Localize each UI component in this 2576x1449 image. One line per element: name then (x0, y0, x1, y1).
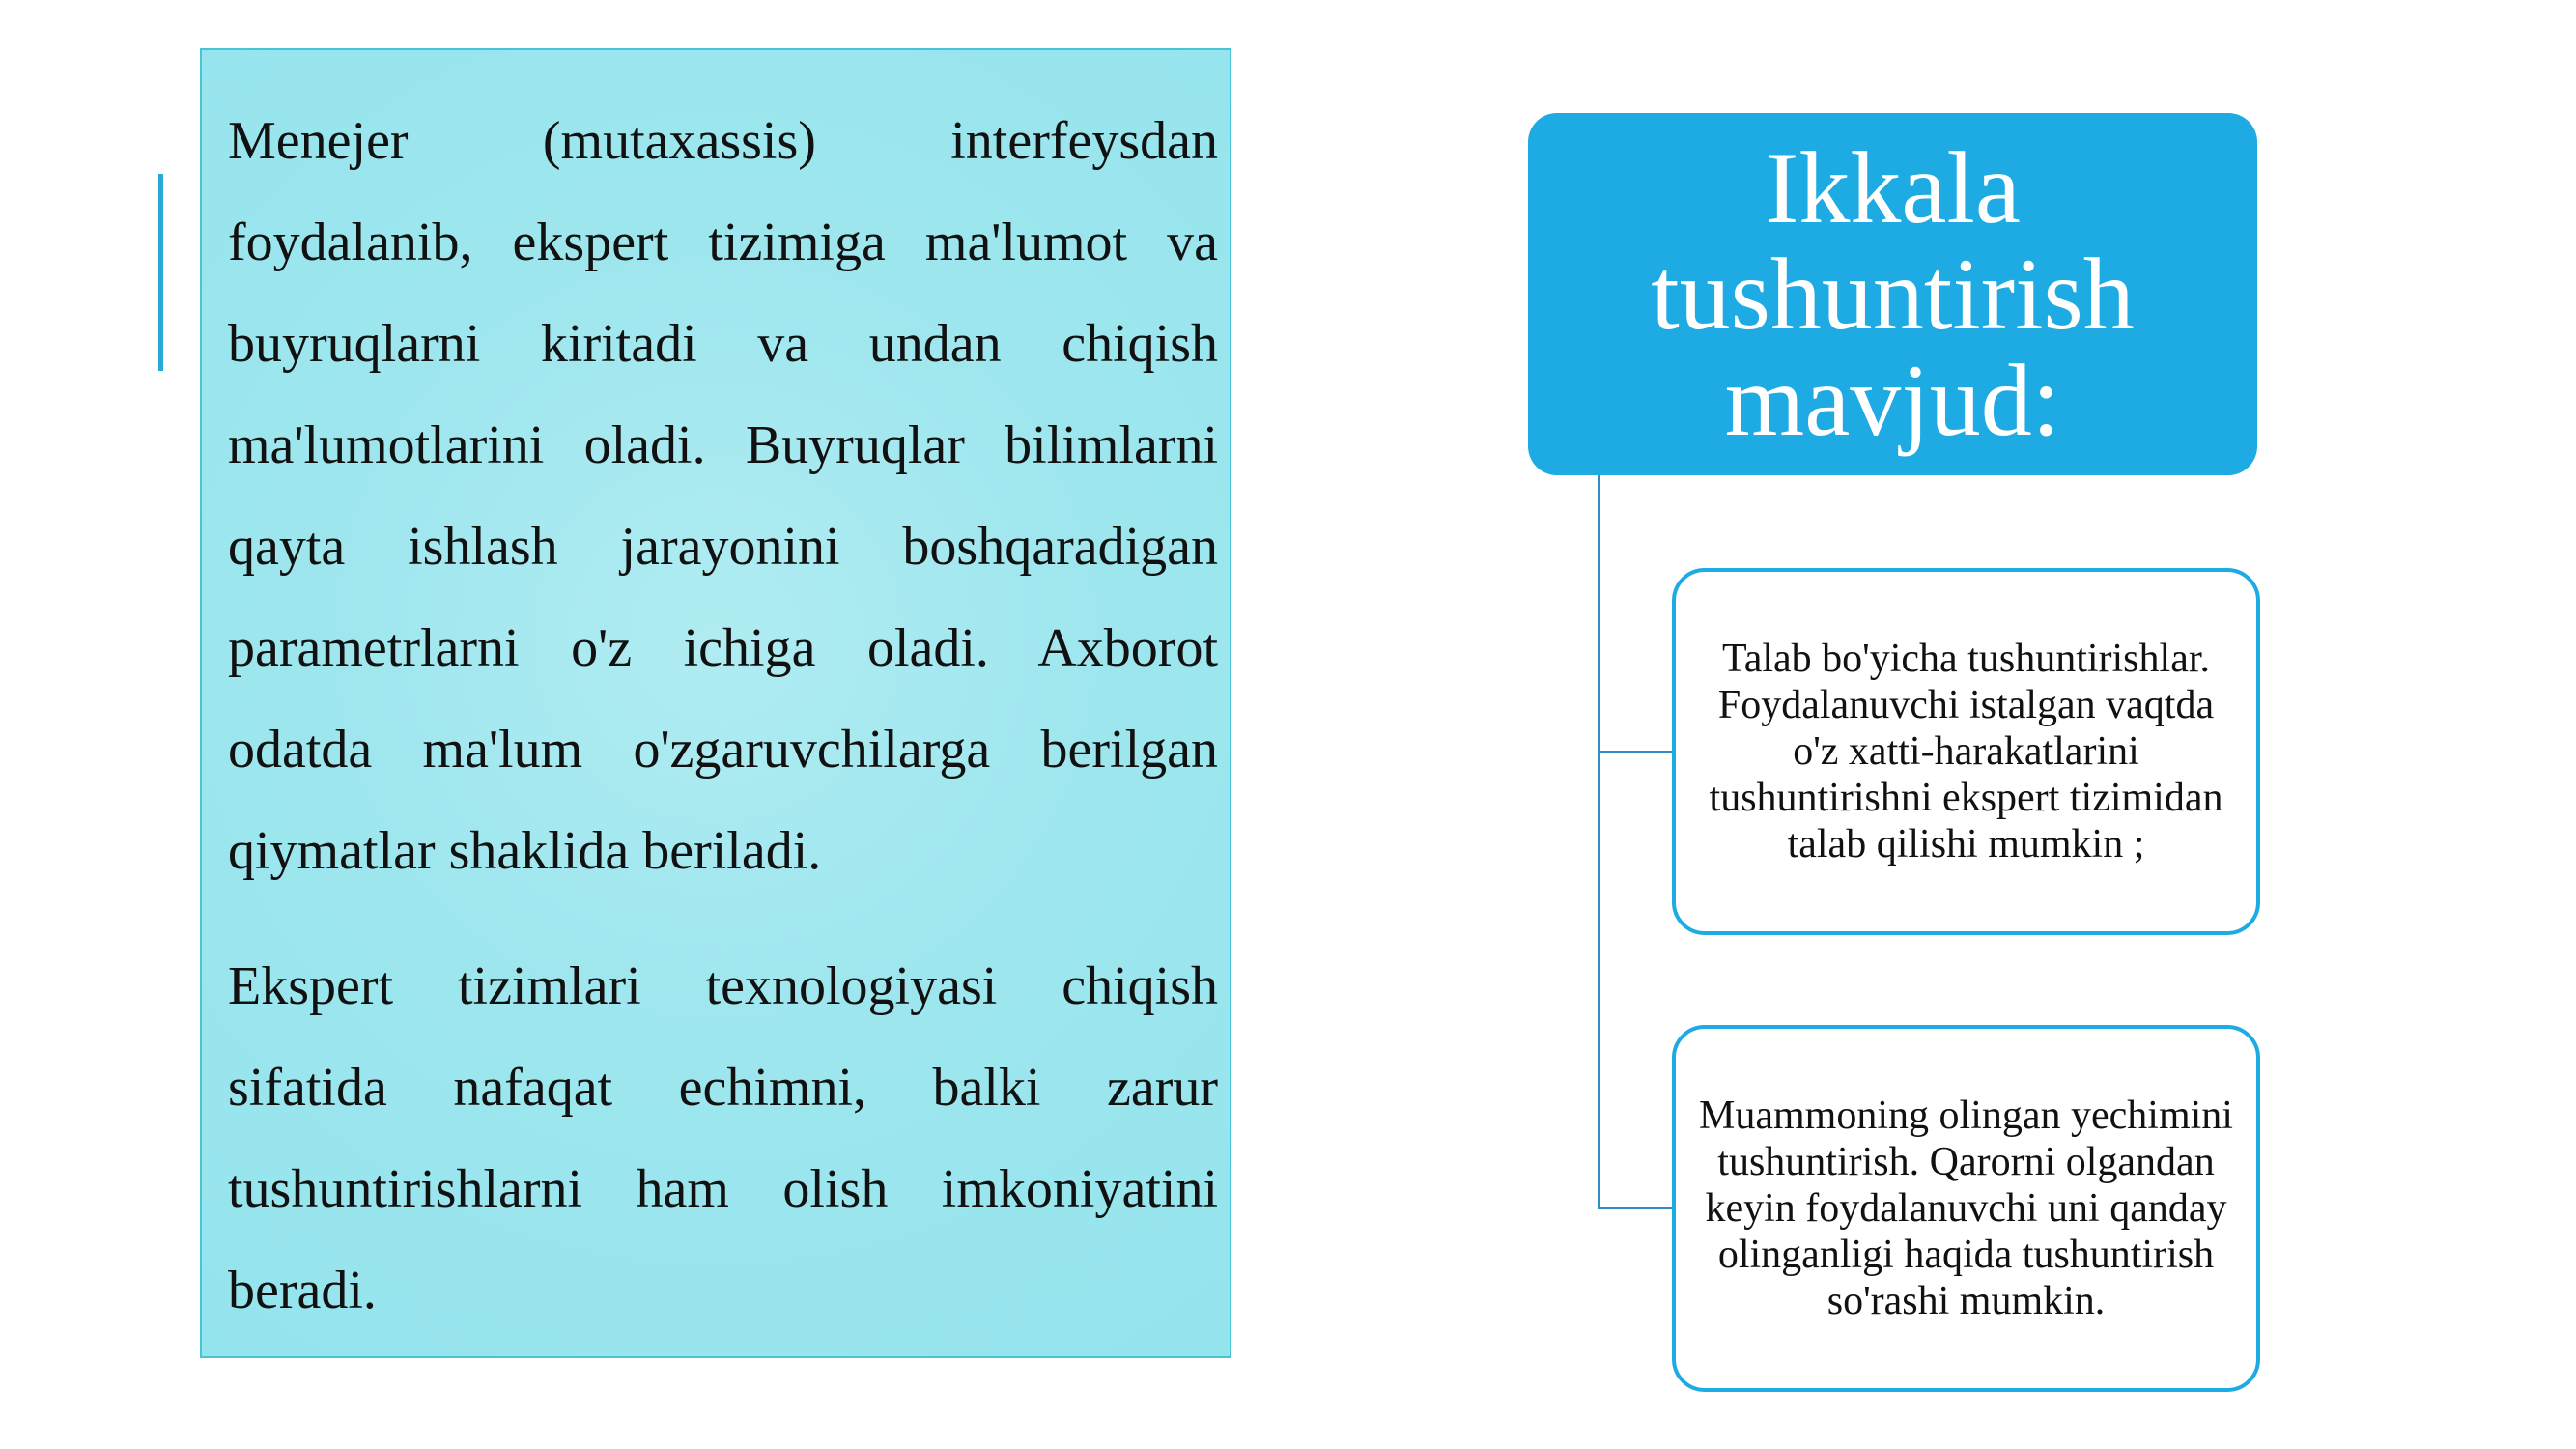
solution-explanation-box (1672, 1025, 2260, 1392)
connector-vertical (1598, 475, 1600, 1209)
diagram-title-box (1528, 113, 2257, 475)
solution-explanation-text: Muammoning olingan yechimini tushuntirish. Qarorni olgandan keyin foydalanuvchi uni qanday olinganligi haqida tushuntirish so'rashi mumkin. (1699, 1094, 2233, 1323)
paragraph-interface: Menejer (mutaxassis) interfeysdan foydalanib, ekspert tizimiga ma'lumot va buyruqlarni kiritadi va undan chiqish ma'lumotlarini oladi. Buyruqlar bilimlarni qayta ishlash jarayonini boshqaradigan parametrlarni o'z ichiga oladi. Axborot odatda ma'lum o'zgaruvchilarga berilgan qiymatlar shaklida beriladi. (228, 111, 1218, 881)
connector-branch-2 (1598, 1207, 1672, 1209)
paragraph-technology: Ekspert tizimlari texnologiyasi chiqish sifatida nafaqat echimni, balki zarur tushuntirishlarni ham olish imkoniyatini beradi. (228, 956, 1218, 1321)
accent-bar (158, 174, 163, 371)
text-panel (200, 48, 1231, 1358)
explanation-on-demand-text: Talab bo'yicha tushuntirishlar. Foydalanuvchi istalgan vaqtda o'z xatti-harakatlarini tushuntirishni ekspert tizimidan talab qilishi mumkin ; (1709, 637, 2223, 867)
explanation-on-demand-box (1672, 568, 2260, 935)
connector-branch-1 (1598, 751, 1672, 753)
diagram-title: Ikkala tushuntirish mavjud: (1651, 130, 2135, 457)
